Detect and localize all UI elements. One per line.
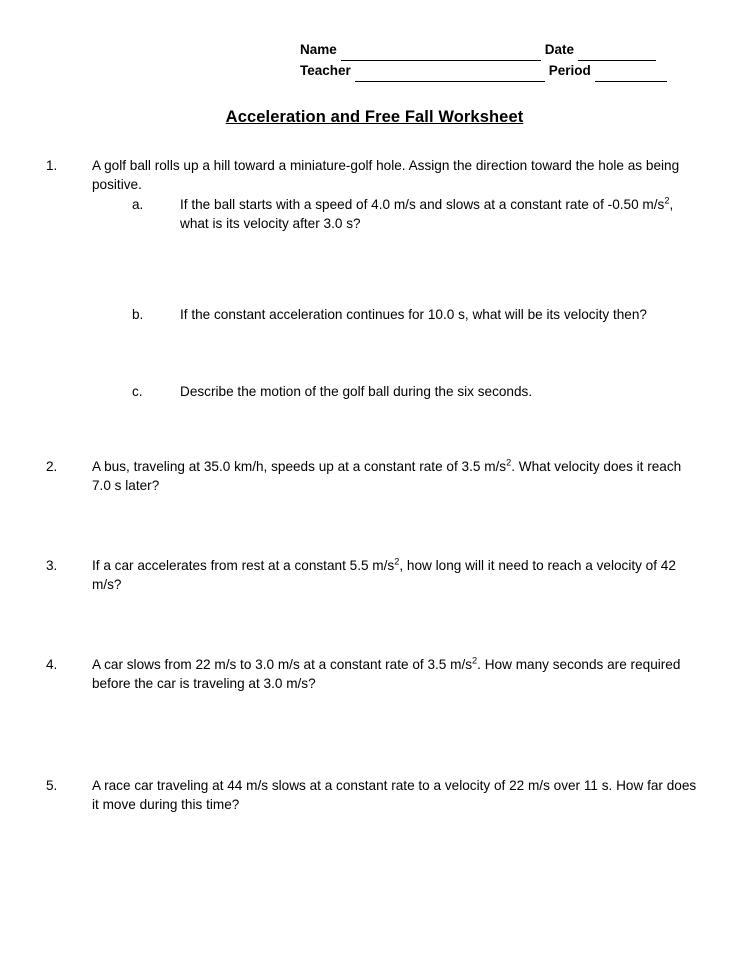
problem-body	[92, 157, 705, 402]
problem-list	[44, 157, 705, 815]
subpart-text-before: If the ball starts with a speed of 4.0 m/s and slows at a constant rate of -0.50 m/s	[180, 197, 665, 213]
problem-text-before: A race car traveling at 44 m/s slows at a constant rate to a velocity of 22 m/s over 11 s. How far does it move during this time?	[92, 777, 697, 812]
subpart-text	[180, 196, 697, 234]
problem-text-after: , how long will it need to reach a velocity of 42 m/s?	[92, 557, 676, 592]
problem-superscript: 2	[506, 457, 512, 468]
subpart-text	[180, 306, 697, 325]
subpart-text-before: Describe the motion of the golf ball during the six seconds.	[180, 383, 533, 399]
name-input-line[interactable]	[341, 47, 541, 61]
date-input-line[interactable]	[578, 47, 656, 61]
problem-number: 2.	[46, 459, 58, 475]
problem-item	[44, 157, 705, 402]
name-date-row	[300, 40, 705, 61]
teacher-label: Teacher	[300, 62, 351, 78]
subpart-superscript: 2	[664, 195, 670, 206]
problem-item	[44, 557, 705, 595]
problem-text-after: . What velocity does it reach 7.0 s later?	[92, 459, 682, 494]
problem-number: 3.	[46, 557, 58, 573]
teacher-input-line[interactable]	[355, 68, 545, 82]
problem-item	[44, 656, 705, 694]
problem-text	[92, 656, 697, 694]
problem-text-before: A car slows from 22 m/s to 3.0 m/s at a constant rate of 3.5 m/s	[92, 657, 473, 673]
problem-text	[92, 777, 697, 815]
subpart-letter: c.	[132, 383, 143, 399]
student-info-header	[300, 40, 705, 82]
problem-item	[44, 777, 705, 815]
subpart-letter: b.	[132, 306, 144, 322]
problem-number: 4.	[46, 657, 58, 673]
problem-body	[92, 777, 705, 815]
subpart-text	[180, 383, 697, 402]
subpart-list	[92, 196, 697, 401]
problem-text: A golf ball rolls up a hill toward a miniature-golf hole. Assign the direction toward the hole as being positive.	[92, 157, 680, 192]
problem-superscript: 2	[472, 655, 478, 666]
teacher-period-row	[300, 61, 705, 82]
problem-body	[92, 458, 705, 496]
subpart-letter: a.	[132, 197, 144, 213]
page-title: Acceleration and Free Fall Worksheet	[225, 107, 524, 126]
problem-number: 1.	[46, 157, 58, 173]
problem-superscript: 2	[394, 556, 400, 567]
date-label: Date	[544, 42, 575, 57]
period-input-line[interactable]	[595, 68, 667, 82]
problem-body	[92, 656, 705, 694]
subpart-text-before: If the constant acceleration continues for 10.0 s, what will be its velocity then?	[180, 306, 647, 322]
problem-text-before: A bus, traveling at 35.0 km/h, speeds up at a constant rate of 3.5 m/s	[92, 459, 507, 475]
subpart-item	[92, 196, 697, 234]
problem-number: 5.	[46, 777, 58, 793]
problem-text-before: If a car accelerates from rest at a constant 5.5 m/s	[92, 557, 395, 573]
subpart-item	[92, 383, 697, 402]
subpart-text-after: , what is its velocity after 3.0 s?	[180, 197, 674, 232]
problem-item	[44, 458, 705, 496]
problem-text	[92, 557, 697, 595]
problem-body	[92, 557, 705, 595]
subpart-item	[92, 306, 697, 325]
name-label: Name	[300, 42, 337, 57]
period-label: Period	[548, 62, 591, 78]
problem-text-after: . How many seconds are required before the car is traveling at 3.0 m/s?	[92, 657, 681, 692]
problem-text	[92, 458, 697, 496]
